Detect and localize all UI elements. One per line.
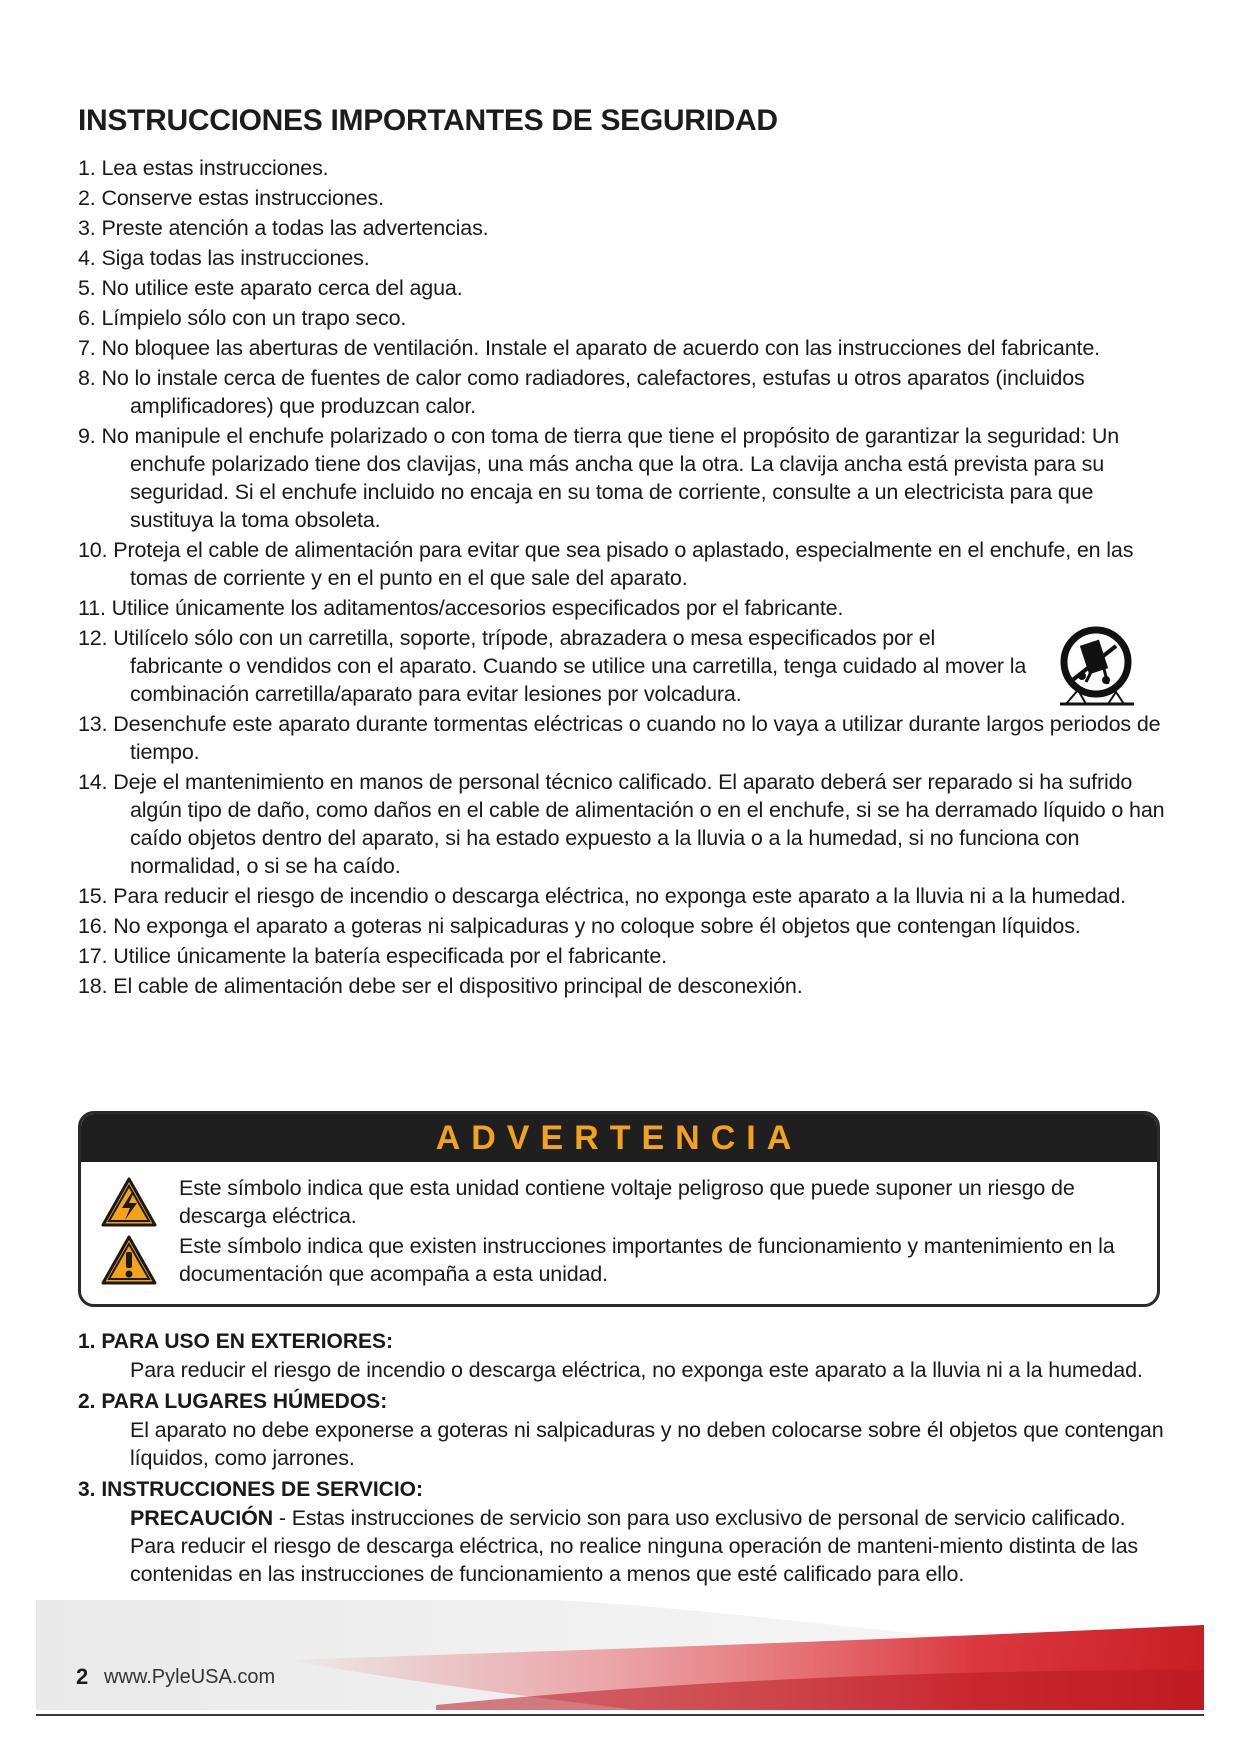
instruction-item: 6. Límpielo sólo con un trapo seco. xyxy=(78,306,407,330)
instruction-item: 7. No bloquee las aberturas de ventilación. Instale el aparato de acuerdo con las instrucciones del fabricante. xyxy=(78,336,1100,360)
caution-text: - Estas instrucciones de servicio son para uso exclusivo de personal de servicio calificado. Para reducir el riesgo de descarga eléctrica, no realice ninguna operación de manteni-miento distinta de las contenidas en las instrucciones de funcionamiento a menos que esté calificado para ello. xyxy=(130,1506,1139,1586)
warning-text: Este símbolo indica que existen instrucciones importantes de funcionamiento y mantenimiento en la documentación que acompaña a esta unidad. xyxy=(179,1234,1115,1286)
instruction-item: 16. No exponga el aparato a goteras ni salpicaduras y no coloque sobre él objetos que contengan líquidos. xyxy=(78,914,1081,938)
instruction-item: 10. Proteja el cable de alimentación para evitar que sea pisado o aplastado, especialmente en el enchufe, en las tomas de corriente y en el punto en el que sale del aparato. xyxy=(78,538,1134,590)
note-body-wet: El aparato no debe exponerse a goteras ni salpicaduras y no deben colocarse sobre él objetos que contengan líquidos, como jarrones. xyxy=(130,1418,1164,1470)
notes-section xyxy=(78,1328,1168,1592)
note-body-outdoor: Para reducir el riesgo de incendio o descarga eléctrica, no exponga este aparato a la lluvia ni a la humedad. xyxy=(130,1358,1143,1382)
instruction-item: 2. Conserve estas instrucciones. xyxy=(78,186,384,210)
warning-box xyxy=(78,1111,1160,1307)
note-heading-wet: 2. PARA LUGARES HÚMEDOS: xyxy=(78,1390,388,1413)
instruction-item: 5. No utilice este aparato cerca del agua. xyxy=(78,276,463,300)
warning-header: ADVERTENCIA xyxy=(81,1114,1157,1162)
instruction-item: 9. No manipule el enchufe polarizado o con toma de tierra que tiene el propósito de garantizar la seguridad: Un enchufe polarizado tiene dos clavijas, una más ancha que la otra. La clavija ancha está prevista para su seguridad. Si el enchufe incluido no encaja en su toma de corriente, consulte a un electricista para que sustituya la toma obsoleta. xyxy=(78,424,1120,532)
instruction-item: 14. Deje el mantenimiento en manos de personal técnico calificado. El aparato deberá ser reparado si ha sufrido algún tipo de daño, como daños en el cable de alimentación o en el enchufe, si se ha derramado líquido o han caído objetos dentro del aparato, si ha estado expuesto a la lluvia o a la humedad, si no funciona con normalidad, o si se ha caído. xyxy=(78,770,1165,878)
page-number: 2 xyxy=(76,1664,89,1689)
page-title: INSTRUCCIONES IMPORTANTES DE SEGURIDAD xyxy=(78,104,778,137)
instruction-item-text: 12. Utilícelo sólo con un carretilla, soporte, trípode, abrazadera o mesa especificados por el fabricante o vendidos con el aparato. Cuando se utilice una carretilla, tenga cuidado al mover la combinación carretilla/aparato para evitar lesiones por volcadura. xyxy=(78,626,1027,706)
cart-tip-over-warning-icon xyxy=(1056,624,1138,710)
instruction-item: 4. Siga todas las instrucciones. xyxy=(78,246,370,270)
footer-divider xyxy=(36,1714,1204,1716)
footer-decoration xyxy=(36,1600,1204,1710)
instruction-item: 8. No lo instale cerca de fuentes de calor como radiadores, calefactores, estufas u otros aparatos (incluidos amplificadores) que produzcan calor. xyxy=(78,366,1085,418)
footer-url: www.PyleUSA.com xyxy=(104,1666,276,1688)
note-heading-service: 3. INSTRUCCIONES DE SERVICIO: xyxy=(78,1478,424,1501)
note-body-service xyxy=(78,1504,1168,1588)
instruction-item: 18. El cable de alimentación debe ser el dispositivo principal de desconexión. xyxy=(78,974,803,998)
note-heading-outdoor: 1. PARA USO EN EXTERIORES: xyxy=(78,1330,394,1353)
instruction-item: 13. Desenchufe este aparato durante tormentas eléctricas o cuando no lo vaya a utilizar durante largos periodos de tiempo. xyxy=(78,712,1161,764)
caution-label: PRECAUCIÓN xyxy=(130,1506,274,1530)
instruction-item: 1. Lea estas instrucciones. xyxy=(78,156,329,180)
warning-text: Este símbolo indica que esta unidad contiene voltaje peligroso que puede suponer un riesgo de descarga eléctrica. xyxy=(179,1176,1075,1228)
instruction-item-with-cart xyxy=(78,624,1168,708)
instruction-item: 3. Preste atención a todas las advertencias. xyxy=(78,216,489,240)
instruction-item: 11. Utilice únicamente los aditamentos/accesorios especificados por el fabricante. xyxy=(78,596,844,620)
safety-instructions-list xyxy=(78,154,1168,1002)
instruction-item: 15. Para reducir el riesgo de incendio o descarga eléctrica, no exponga este aparato a la lluvia ni a la humedad. xyxy=(78,884,1126,908)
exclamation-warning-icon xyxy=(101,1234,157,1286)
instruction-item: 17. Utilice únicamente la batería especificada por el fabricante. xyxy=(78,944,668,968)
high-voltage-warning-icon xyxy=(101,1176,157,1228)
